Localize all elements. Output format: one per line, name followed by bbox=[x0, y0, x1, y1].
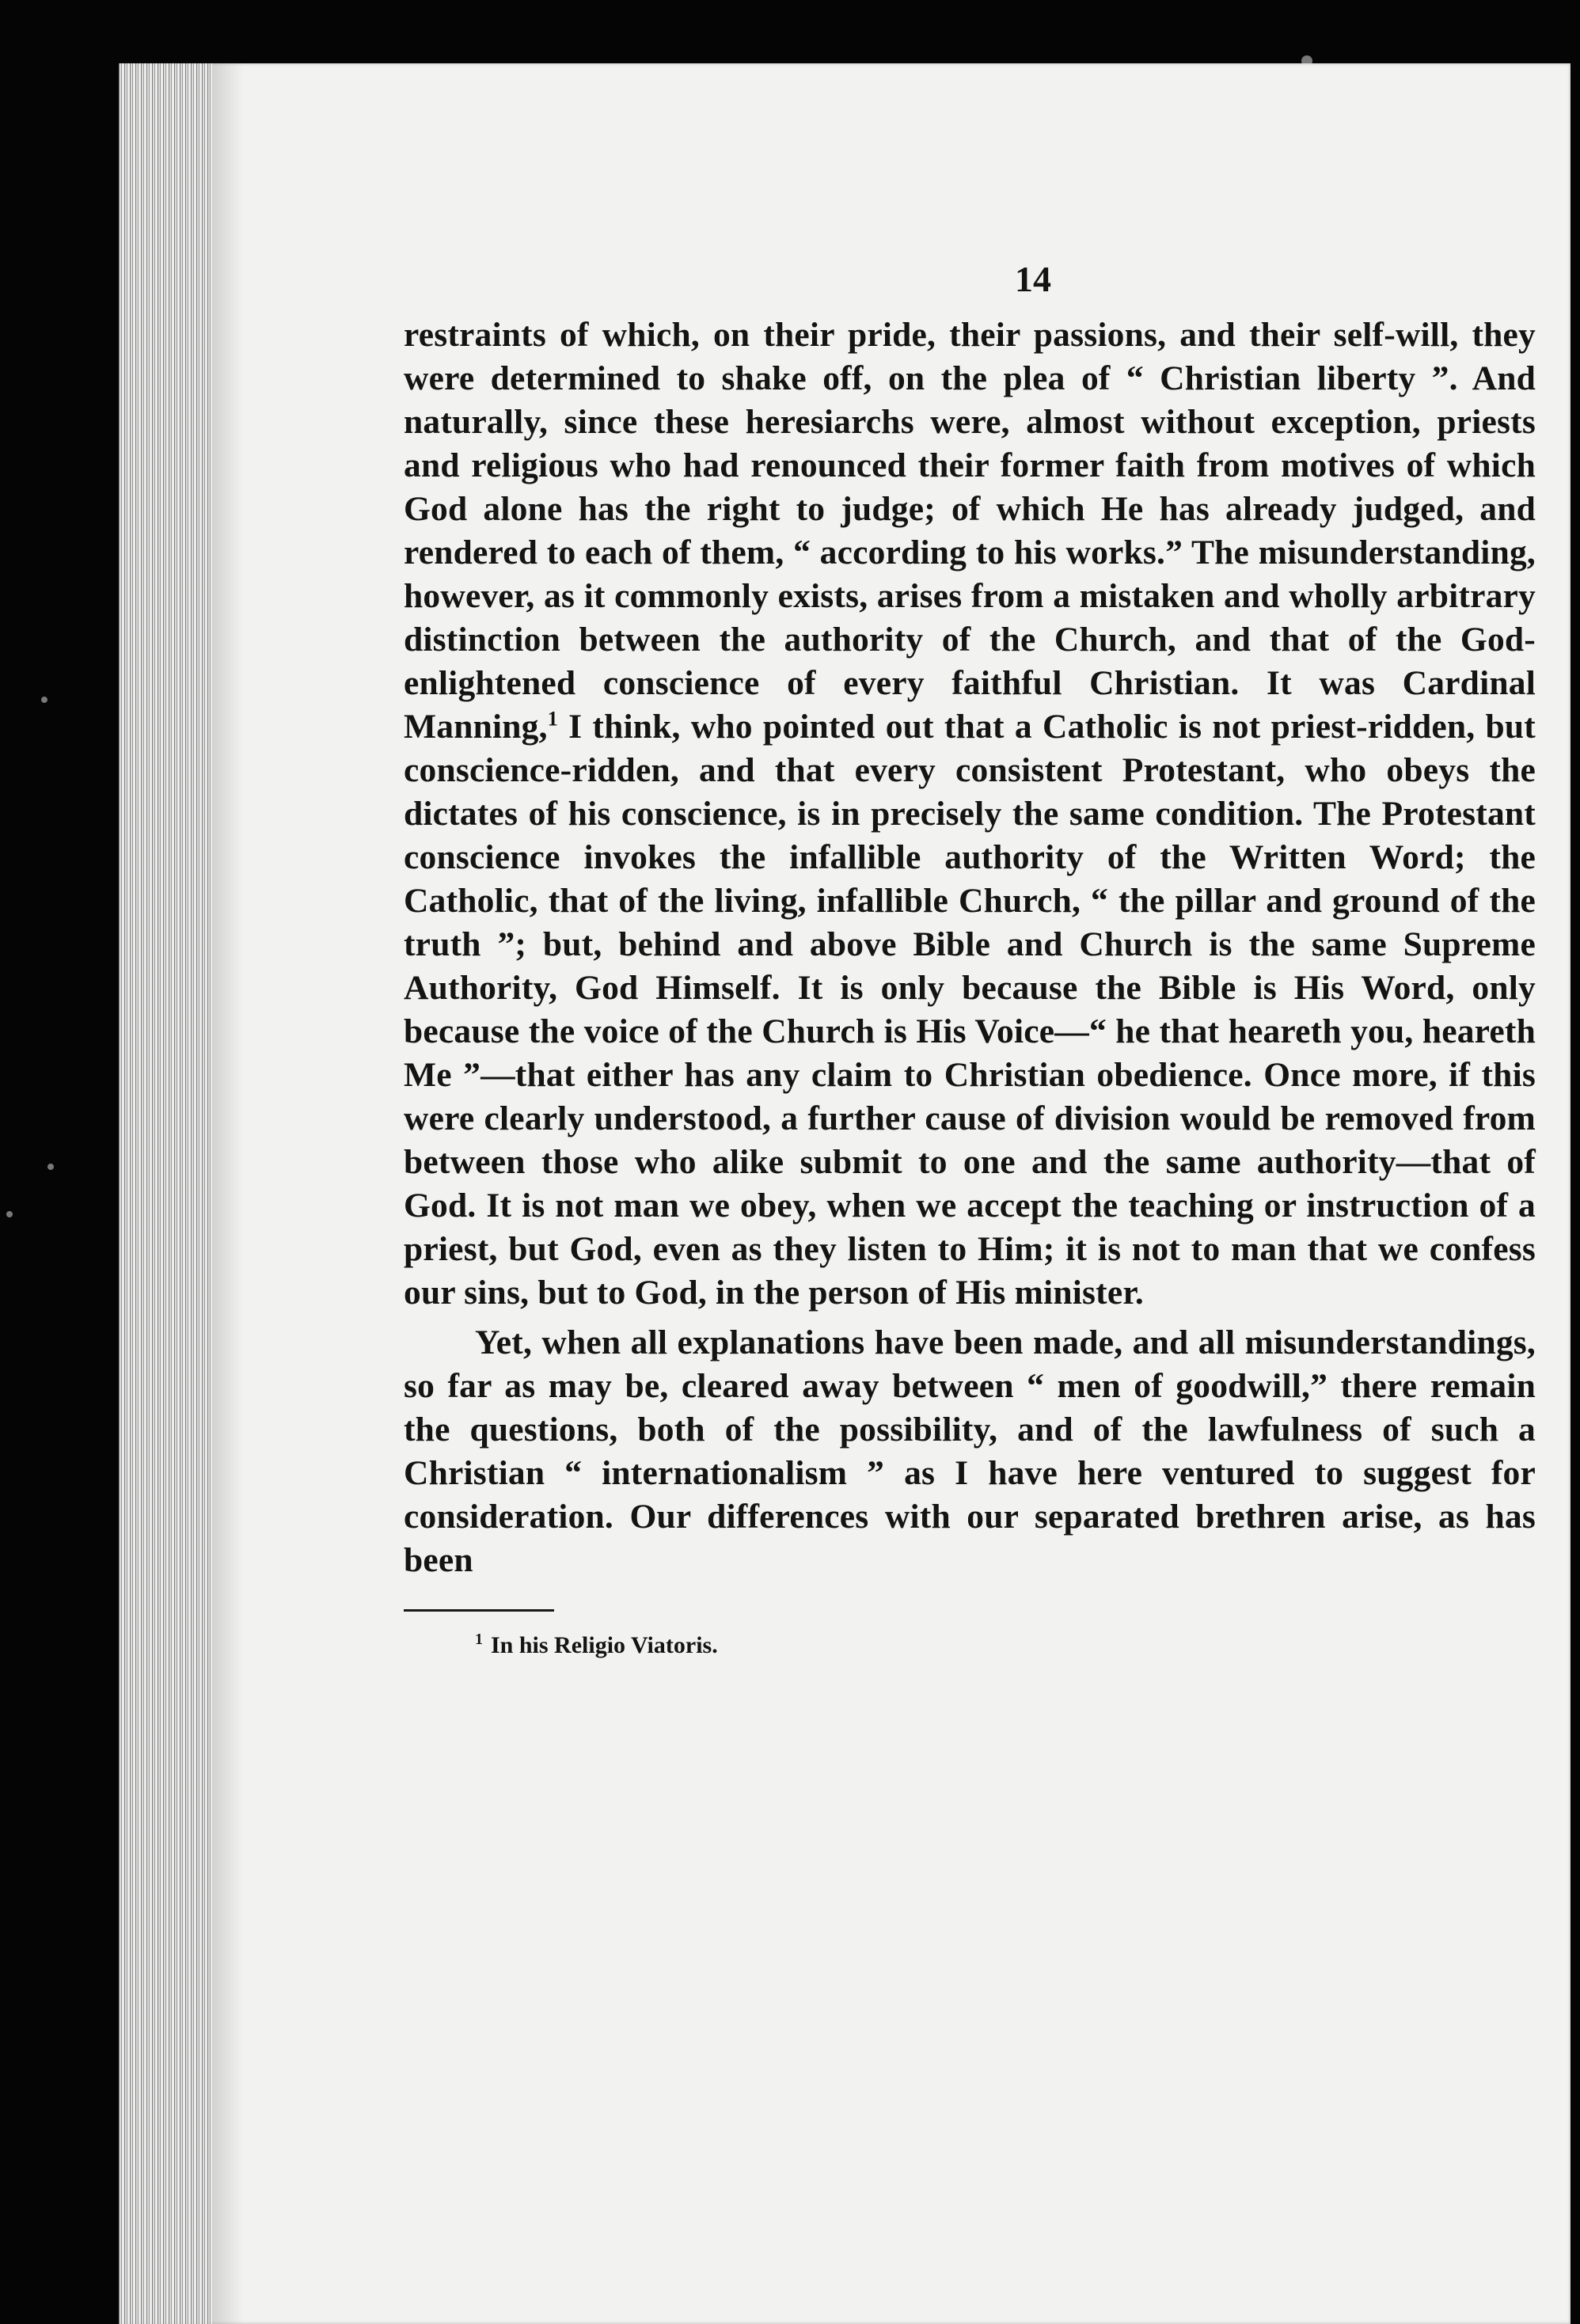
scan-speck bbox=[6, 1211, 13, 1217]
page-content bbox=[404, 261, 1536, 1659]
body-paragraph-2: Yet, when all explanations have been made, and all misunderstandings, so far as may be, cleared away between “ men of goodwill,” there remain the questions, both of the possibility, and of the lawfulness of such a Christian “ internationalism ” as I have here ventured to suggest for consideration. Our differences with our separated brethren arise, as has been bbox=[404, 1323, 1536, 1579]
body-paragraph-1 bbox=[404, 313, 1536, 1315]
paragraph-1-text-b: I think, who pointed out that a Catholic is not priest-ridden, but conscience-ridden, and that every consistent Protestant, who obeys the dictates of his conscience, is in precisely the same condition. The Protestant conscience invokes the infallible authority of the Written Word; the Catholic, that of the living, infallible Church, “ the pillar and ground of the truth ”; but, behind and above Bible and Church is the same Supreme Authority, God Himself. It is only because the Bible is His Word, only because the voice of the Church is His Voice—“ he that heareth you, heareth Me ”—that either has any claim to Christian obedience. Once more, if this were clearly understood, a further cause of division would be removed from between those who alike submit to one and the same authority—that of God. It is not man we obey, when we accept the teaching or instruction of a priest, but God, even as they listen to Him; it is not to man that we confess our sins, but to God, in the person of His minister. bbox=[404, 708, 1536, 1312]
footnote-text: In his Religio Viatoris. bbox=[491, 1632, 718, 1658]
footnote-reference: 1 bbox=[547, 707, 558, 731]
scan-speck bbox=[41, 697, 47, 703]
book-page bbox=[119, 63, 1571, 2324]
paragraph-1-text-a: restraints of which, on their pride, their passions, and their self-will, they were determined to shake off, on the plea of “ Christian liberty ”. And naturally, since these heresiarchs were, almost without exception, priests and religious who had renounced their former faith from motives of which God alone has the right to judge; of which He has already judged, and rendered to each of them, “ according to his works.” The misunderstanding, however, as it commonly exists, arises from a mistaken and wholly arbitrary distinction between the authority of the Church, and that of the God-enlightened conscience of every faithful Christian. It was Cardinal Manning, bbox=[404, 316, 1536, 746]
page-gutter-shadow bbox=[212, 63, 244, 2324]
footnote-mark: 1 bbox=[475, 1631, 483, 1648]
page-number: 14 bbox=[1015, 259, 1051, 299]
footnote-divider bbox=[404, 1609, 554, 1612]
footnote bbox=[404, 1632, 1536, 1659]
page-gutter-edges bbox=[119, 63, 212, 2324]
scan-speck bbox=[47, 1164, 54, 1170]
